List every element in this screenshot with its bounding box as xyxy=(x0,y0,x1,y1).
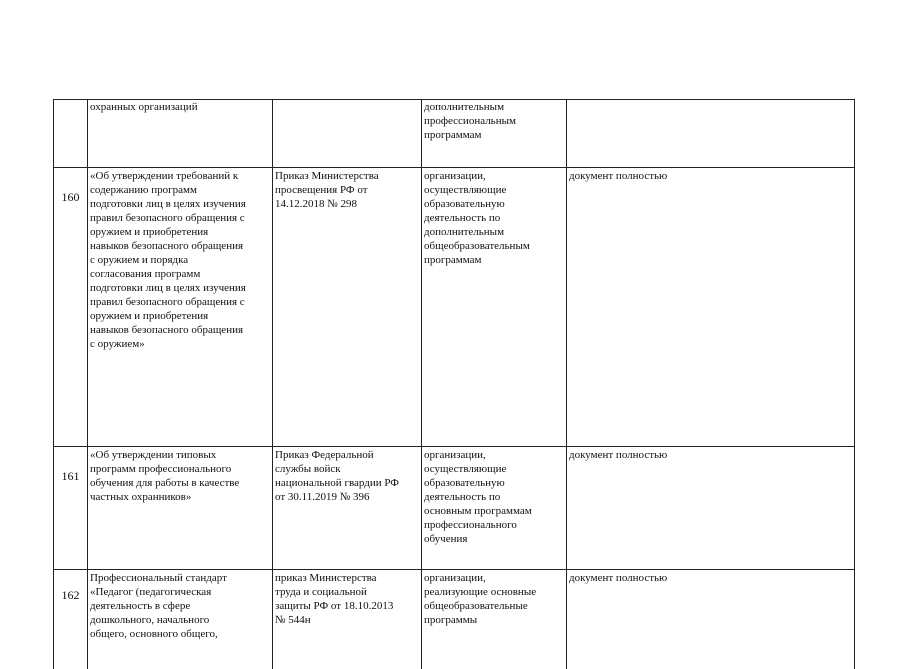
document-table xyxy=(53,99,855,669)
audience-text: организации, осуществляющие образовательную деятельность по дополнительным общеобразовательным программам xyxy=(424,169,564,267)
document-cell xyxy=(273,100,422,168)
scope-cell xyxy=(567,447,855,570)
document-cell xyxy=(273,570,422,669)
num-cell xyxy=(54,100,88,168)
audience-text: организации, осуществляющие образовательную деятельность по основным программам профессионального обучения xyxy=(424,448,564,546)
title-text: «Об утверждении типовых программ профессионального обучения для работы в качестве частных охранников» xyxy=(90,448,270,504)
scope-text: документ полностью xyxy=(569,571,852,585)
scope-cell xyxy=(567,570,855,669)
title-cell xyxy=(88,168,273,447)
document-text: Приказ Министерства просвещения РФ от 14.12.2018 № 298 xyxy=(275,169,419,211)
audience-cell xyxy=(422,447,567,570)
table-row xyxy=(54,570,855,669)
audience-text: дополнительным профессиональным программам xyxy=(424,100,564,142)
title-cell xyxy=(88,100,273,168)
table-row xyxy=(54,168,855,447)
row-number: 160 xyxy=(54,168,88,447)
audience-cell xyxy=(422,100,567,168)
title-cell xyxy=(88,447,273,570)
scope-text: документ полностью xyxy=(569,169,852,183)
row-number: 162 xyxy=(54,570,88,669)
audience-cell xyxy=(422,168,567,447)
title-text: «Об утверждении требований к содержанию программ подготовки лиц в целях изучения правил безопасного обращения с оружием и приобретения навыков безопасного обращения с оружием и порядка согласования программ подготовки лиц в целях изучения правил безопасного обращения с оружием и приобретения навыков безопасного обращения с оружием» xyxy=(90,169,270,351)
document-cell xyxy=(273,447,422,570)
table-row xyxy=(54,447,855,570)
table-row-continuation xyxy=(54,100,855,168)
row-number: 161 xyxy=(54,447,88,570)
document-text: Приказ Федеральной службы войск национальной гвардии РФ от 30.11.2019 № 396 xyxy=(275,448,419,504)
title-text: Профессиональный стандарт «Педагог (педагогическая деятельность в сфере дошкольного, начального общего, основного общего, xyxy=(90,571,270,641)
title-text: охранных организаций xyxy=(90,100,270,114)
scope-text: документ полностью xyxy=(569,448,852,462)
document-text: приказ Министерства труда и социальной защиты РФ от 18.10.2013 № 544н xyxy=(275,571,419,627)
scope-cell xyxy=(567,100,855,168)
audience-text: организации, реализующие основные общеобразовательные программы xyxy=(424,571,564,627)
scope-cell xyxy=(567,168,855,447)
audience-cell xyxy=(422,570,567,669)
title-cell xyxy=(88,570,273,669)
document-cell xyxy=(273,168,422,447)
